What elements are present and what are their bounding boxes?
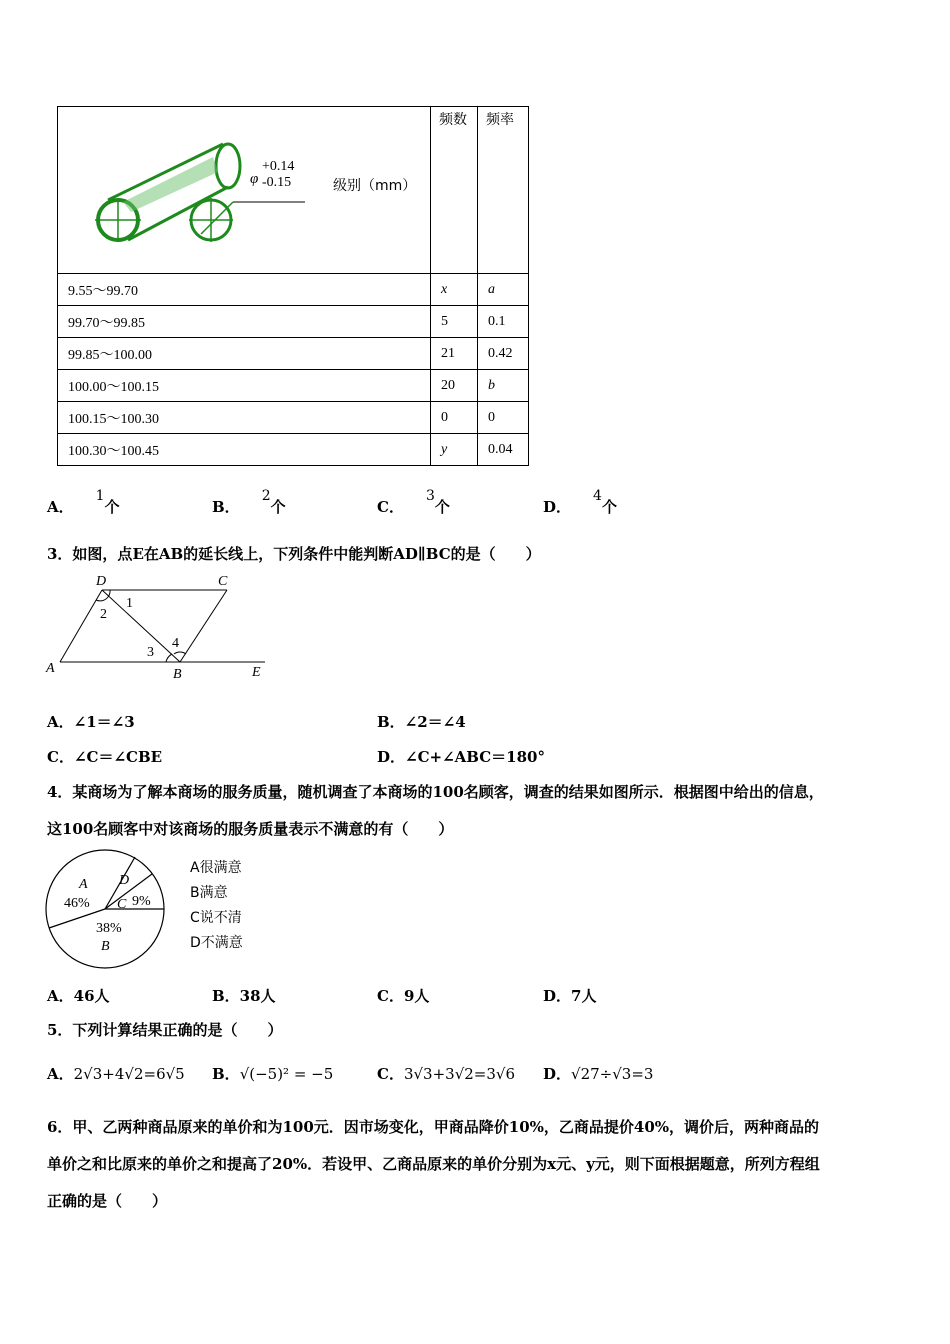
rate-cell: 0.1 [478, 306, 529, 338]
level-header: 级别（mm） [333, 178, 417, 194]
pie-label-c: C [117, 897, 127, 912]
table-header-level [58, 107, 431, 274]
option-letter: D． [543, 1065, 572, 1083]
q3-option-c[interactable]: C．∠C＝∠CBE [47, 748, 163, 766]
table-row [58, 434, 529, 466]
q6-line3: 正确的是（ ） [47, 1192, 168, 1210]
rate-cell: 0.42 [478, 338, 529, 370]
table-row [58, 306, 529, 338]
option-unit: 个 [104, 498, 120, 516]
q3-option-d[interactable]: D．∠C+∠ABC＝180° [377, 748, 545, 766]
label-c: C [218, 574, 228, 589]
table-row [58, 274, 529, 306]
q4-option-d[interactable]: D．7人 [543, 987, 597, 1005]
pie-pct-c: 9% [132, 894, 151, 909]
option-number: 2 [261, 488, 271, 504]
option-letter: C． [377, 1065, 404, 1083]
range-cell: 99.85～100.00 [58, 338, 431, 370]
option-expression: 2√3+4√2=6√5 [73, 1065, 185, 1083]
legend-item: C说不清 [190, 910, 242, 926]
count-cell: 20 [431, 370, 478, 402]
pie-label-d: D [119, 873, 130, 888]
option-letter: B． [212, 1065, 240, 1083]
option-letter: D． [543, 498, 572, 516]
q4-option-a[interactable]: A．46人 [47, 987, 110, 1005]
option-expression: √(−5)² = −5 [239, 1065, 334, 1083]
option-letter: C． [377, 498, 404, 516]
option-number: 1 [95, 488, 105, 504]
tolerance-minus: -0.15 [262, 175, 292, 190]
q5-stem: 5．下列计算结果正确的是（ ） [47, 1021, 283, 1039]
q5-option-b[interactable] [212, 1063, 333, 1084]
pie-chart [40, 846, 175, 976]
pie-label-b: B [101, 939, 110, 954]
q5-option-a[interactable] [47, 1063, 185, 1084]
q4-option-c[interactable]: C．9人 [377, 987, 430, 1005]
rate-cell: 0 [478, 402, 529, 434]
angle-4: 4 [172, 636, 179, 651]
q6-line1: 6．甲、乙两种商品原来的单价和为100元．因市场变化，甲商品降价10%，乙商品提价40%，调价后，两种商品的 [47, 1118, 820, 1136]
pie-label-a: A [79, 877, 88, 892]
table-row [58, 370, 529, 402]
q3-stem: 3．如图，点E在AB的延长线上，下列条件中能判断AD∥BC的是（ ） [47, 545, 541, 563]
q4-stem-line1: 4．某商场为了解本商场的服务质量，随机调查了本商场的100名顾客，调查的结果如图所示．根据图中给出的信息， [47, 783, 824, 801]
rate-cell: b [478, 370, 529, 402]
q5-option-c[interactable] [377, 1063, 515, 1084]
count-cell: x [431, 274, 478, 306]
count-header: 频数 [431, 107, 478, 274]
rate-cell: a [478, 274, 529, 306]
q2-option-c[interactable] [377, 488, 450, 517]
count-cell: 0 [431, 402, 478, 434]
count-cell: y [431, 434, 478, 466]
option-unit: 个 [270, 498, 286, 516]
label-b: B [173, 667, 182, 682]
range-cell: 100.15～100.30 [58, 402, 431, 434]
q2-option-b[interactable] [212, 488, 286, 517]
table-row [58, 402, 529, 434]
option-number: 4 [593, 488, 602, 504]
option-expression: 3√3+3√2=3√6 [403, 1065, 516, 1083]
pie-legend [190, 856, 243, 956]
q4-stem-line2: 这100名顾客中对该商场的服务质量表示不满意的有（ ） [47, 820, 454, 838]
legend-item: A很满意 [190, 860, 242, 876]
tolerance-plus: +0.14 [262, 159, 295, 174]
q3-option-a[interactable]: A．∠1＝∠3 [47, 713, 135, 731]
pie-pct-b: 38% [96, 921, 122, 936]
label-a: A [46, 661, 55, 676]
pie-pct-a: 46% [64, 896, 90, 911]
q2-option-a[interactable] [47, 488, 120, 517]
option-letter: A． [47, 1065, 74, 1083]
rate-header: 频率 [478, 107, 529, 274]
parallelogram-figure [40, 570, 280, 685]
option-expression: √27÷√3=3 [571, 1065, 654, 1083]
q4-option-b[interactable]: B．38人 [212, 987, 276, 1005]
option-number: 3 [425, 488, 435, 504]
q3-option-b[interactable]: B．∠2＝∠4 [377, 713, 466, 731]
option-unit: 个 [434, 498, 450, 516]
range-cell: 9.55～99.70 [58, 274, 431, 306]
label-d: D [96, 574, 107, 589]
count-cell: 5 [431, 306, 478, 338]
range-cell: 100.30～100.45 [58, 434, 431, 466]
tolerance-symbol: φ [250, 171, 259, 187]
legend-item: D不满意 [190, 935, 243, 951]
rate-cell: 0.04 [478, 434, 529, 466]
table-row [58, 338, 529, 370]
q2-option-d[interactable] [543, 488, 617, 517]
count-cell: 21 [431, 338, 478, 370]
label-e: E [252, 665, 261, 680]
q6-line2: 单价之和比原来的单价之和提高了20%．若设甲、乙商品原来的单价分别为x元、y元，则下面根据题意，所列方程组 [47, 1155, 820, 1173]
angle-2: 2 [100, 607, 107, 622]
pipe-illustration [83, 132, 323, 272]
range-cell: 100.00～100.15 [58, 370, 431, 402]
option-letter: A． [47, 498, 74, 516]
option-letter: B． [212, 498, 240, 516]
legend-item: B满意 [190, 885, 228, 901]
option-unit: 个 [601, 498, 617, 516]
q5-option-d[interactable] [543, 1063, 653, 1084]
angle-3: 3 [147, 645, 154, 660]
range-cell: 99.70～99.85 [58, 306, 431, 338]
angle-1: 1 [126, 596, 133, 611]
